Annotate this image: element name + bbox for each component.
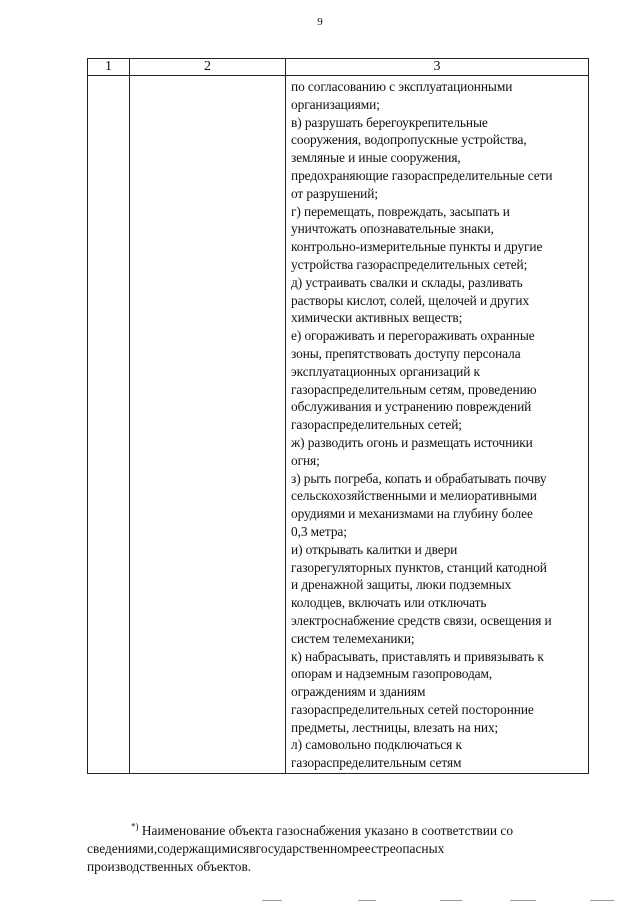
column-header-2: 2 [130,59,286,76]
text-line: огня; [291,452,320,468]
table-row [88,76,589,774]
text-line: орудиями и механизмами на глубину более [291,506,533,522]
text-line: опорам и надземным газопроводам, [291,666,493,682]
text-line: г) перемещать, повреждать, засыпать и [291,203,510,219]
text-line: по согласованию с эксплуатационными [291,79,513,94]
edge-mark [510,900,536,901]
text-line: ж) разводить огонь и размещать источники [291,434,533,450]
text-line: и дренажной защиты, люки подземных [291,577,512,593]
text-line: контрольно-измерительные пункты и другие [291,239,543,255]
footnote-line-3: производственных объектов. [87,859,252,874]
footnote [87,822,588,876]
text-line: газорегуляторных пунктов, станций катодной [291,559,547,575]
text-line: к) набрасывать, приставлять и привязывать к [291,648,544,664]
restrictions-list-text [286,76,588,772]
table-cell-col3 [286,76,589,774]
edge-mark [440,900,462,901]
text-line: от разрушений; [291,185,378,201]
text-line: химически активных веществ; [291,310,463,326]
footnote-word: государственном [255,841,353,856]
footnote-word: реестре [352,841,396,856]
footnote-line-2 [87,840,588,858]
page-bottom-edge-marks [0,896,640,905]
footnote-word: содержащимися [157,841,250,856]
edge-mark [262,900,282,901]
footnote-mark: *) [131,821,139,832]
text-line: газораспределительных сетей; [291,417,462,433]
footnote-word: сведениями, [87,841,158,856]
text-line: ограждениям и зданиям [291,684,426,700]
table-cell-col1 [88,76,130,774]
text-line: д) устраивать свалки и склады, разливать [291,274,523,290]
page-number: 9 [317,16,323,28]
edge-mark [590,900,614,901]
footnote-word: опасных [395,841,445,856]
text-line: сельскохозяйственными и мелиоративными [291,488,537,504]
text-line: эксплуатационных организаций к [291,363,480,379]
text-line: организациями; [291,96,380,112]
text-line: е) огораживать и перегораживать охранные [291,328,535,344]
text-line: 0,3 метра; [291,523,347,539]
text-line: предметы, лестницы, влезать на них; [291,719,499,735]
text-line: в) разрушать берегоукрепительные [291,114,488,130]
text-line: растворы кислот, солей, щелочей и других [291,292,530,308]
column-header-1: 1 [88,59,130,76]
text-line: предохраняющие газораспределительные сети [291,167,553,183]
column-header-3: 3 [286,59,589,76]
text-line: газораспределительных сетей посторонние [291,701,534,717]
text-line: з) рыть погреба, копать и обрабатывать почву [291,470,547,486]
text-line: устройства газораспределительных сетей; [291,256,528,272]
text-line: газораспределительным сетям, проведению [291,381,537,397]
text-line: земляные и иные сооружения, [291,150,461,166]
text-line: зоны, препятствовать доступу персонала [291,345,521,361]
text-line: систем телемеханики; [291,630,415,646]
edge-mark [358,900,376,901]
table-header-row [88,59,589,76]
document-table [87,58,589,774]
text-line: л) самовольно подключаться к [291,737,462,753]
text-line: колодцев, включать или отключать [291,595,487,611]
text-line: и) открывать калитки и двери [291,541,458,557]
footnote-line-1: *) Наименование объекта газоснабжения указано в соответствии со [131,821,514,838]
text-line: электроснабжение средств связи, освещения и [291,612,552,628]
text-line: сооружения, водопропускные устройства, [291,132,527,148]
footnote-word: в [249,841,256,856]
table-cell-col2 [130,76,286,774]
text-line: уничтожать опознавательные знаки, [291,221,494,237]
text-line: газораспределительным сетям [291,755,462,771]
text-line: обслуживания и устранению повреждений [291,399,532,415]
